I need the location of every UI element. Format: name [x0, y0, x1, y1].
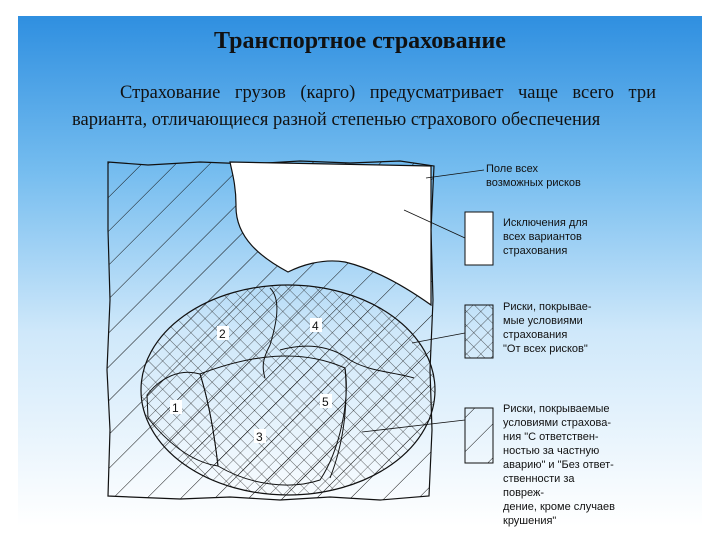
region-3-area — [200, 356, 346, 485]
legend-partial-line-9: крушения" — [503, 515, 557, 527]
region-3-label: 3 — [256, 430, 263, 444]
legend-partial-line-7: повреж- — [503, 487, 545, 499]
legend-all-risks-line-2: мые условиями — [503, 315, 583, 327]
legend-partial-line-5: аварию" и "Без ответ- — [503, 459, 614, 471]
intro-paragraph: Страхование грузов (карго) предусматривает чаще всего три варианта, отличающиеся разной степенью страхового обеспечения — [72, 83, 656, 130]
legend-partial-line-2: условиями страхова- — [503, 417, 612, 429]
legend-box-partial-average — [465, 408, 493, 463]
region-1-label: 1 — [172, 401, 179, 415]
slide-title: Транспортное страхование — [214, 28, 506, 54]
legend-partial-line-3: ния "С ответствен- — [503, 431, 599, 443]
region-2-label: 2 — [219, 327, 226, 341]
legend-partial-line-1: Риски, покрываемые — [503, 403, 610, 415]
legend-all-risks-line-1: Риски, покрывае- — [503, 301, 592, 313]
legend-partial-line-6: ственности за — [503, 473, 575, 485]
legend-exclusions-line-2: всех вариантов — [503, 231, 582, 243]
legend-box-all-risks — [465, 305, 493, 358]
field-pointer — [426, 170, 484, 178]
field-label-line-2: возможных рисков — [486, 177, 581, 189]
region-4-label: 4 — [312, 319, 319, 333]
legend-partial-line-8: дение, кроме случаев — [503, 501, 615, 513]
legend-partial-line-4: ностью за частную — [503, 445, 600, 457]
legend-exclusions-line-3: страхования — [503, 245, 568, 257]
legend-all-risks-line-3: страхования — [503, 329, 568, 341]
legend-exclusions-line-1: Исключения для — [503, 217, 588, 229]
legend-box-exclusions — [465, 212, 493, 265]
region-5-label: 5 — [322, 395, 329, 409]
legend-all-risks-line-4: "От всех рисков" — [503, 343, 588, 355]
field-label-line-1: Поле всех — [486, 163, 538, 175]
